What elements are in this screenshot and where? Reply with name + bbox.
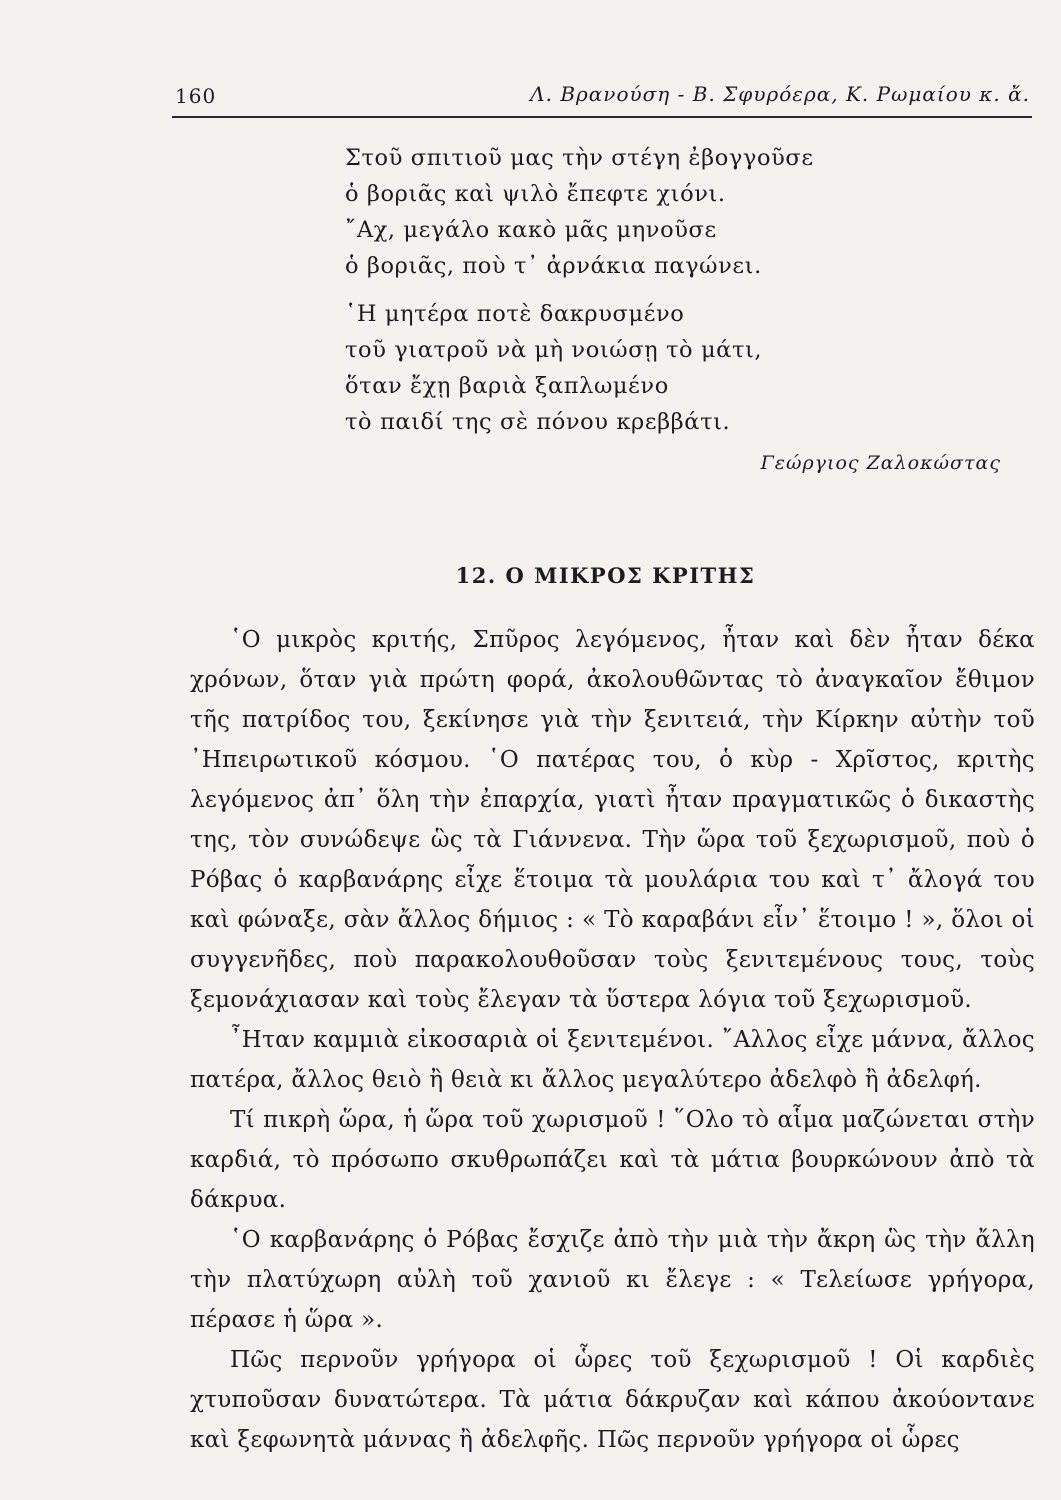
page-number: 160 bbox=[175, 84, 217, 108]
header-rule bbox=[172, 116, 1032, 118]
poem bbox=[345, 140, 965, 452]
section-title bbox=[0, 563, 1061, 588]
poem-stanza bbox=[345, 140, 965, 284]
paragraph: ῏Ηταν καμμιὰ εἰκοσαριὰ οἱ ξενιτεμένοι. ῎Αλλος εἶχε μάννα, ἄλλος πατέρα, ἄλλος θειὸ ἢ θειὰ κι ἄλλος μεγαλύτερο ἀδελφὸ ἢ ἀδελφή. bbox=[190, 1027, 1035, 1093]
poem-author: Γεώργιος Ζαλοκώστας bbox=[760, 452, 1001, 474]
paragraph: Πῶς περνοῦν γρήγορα οἱ ὧρες τοῦ ξεχωρισμοῦ ! Οἱ καρδιὲς χτυποῦσαν δυνατώτερα. Τὰ μάτια δάκρυζαν καὶ κάπου ἀκούοντανε καὶ ξεφωνητὰ μάννας ἢ ἀδελφῆς. Πῶς περνοῦν γρήγορα οἱ ὧρες bbox=[190, 1347, 1035, 1453]
poem-line: ῾Η μητέρα ποτὲ δακρυσμένο bbox=[345, 301, 685, 327]
poem-line: ὁ βοριᾶς, ποὺ τ᾿ ἀρνάκια παγώνει. bbox=[345, 253, 762, 279]
page-header bbox=[175, 72, 1030, 112]
poem-line: ῎Αχ, μεγάλο κακὸ μᾶς μηνοῦσε bbox=[345, 217, 717, 243]
section-title-text: 12. Ο ΜΙΚΡΟΣ ΚΡΙΤΗΣ bbox=[455, 563, 756, 588]
poem-stanza bbox=[345, 296, 965, 440]
running-head: Λ. Βρανούση - Β. Σφυρόερα, Κ. Ρωμαίου κ. ἄ. bbox=[530, 82, 1030, 106]
poem-line: τοῦ γιατροῦ νὰ μὴ νοιώσῃ τὸ μάτι, bbox=[345, 337, 763, 363]
poem-line: Στοῦ σπιτιοῦ μας τὴν στέγη ἐβογγοῦσε bbox=[345, 145, 814, 171]
body-text bbox=[190, 620, 1035, 1460]
poem-line: ὅταν ἔχῃ βαριὰ ξαπλωμένο bbox=[345, 373, 669, 399]
poem-line: ὁ βοριᾶς καὶ ψιλὸ ἔπεφτε χιόνι. bbox=[345, 181, 726, 207]
poem-line: τὸ παιδί της σὲ πόνου κρεββάτι. bbox=[345, 409, 731, 435]
paragraph: ῾Ο καρβανάρης ὁ Ρόβας ἔσχιζε ἀπὸ τὴν μιὰ τὴν ἄκρη ὣς τὴν ἄλλη τὴν πλατύχωρη αὐλὴ τοῦ χανιοῦ κι ἔλεγε : « Τελείωσε γρήγορα, πέρασε ἡ ὥρα ». bbox=[190, 1227, 1035, 1333]
paragraph: Τί πικρὴ ὥρα, ἡ ὥρα τοῦ χωρισμοῦ ! ῞Ολο τὸ αἷμα μαζώνεται στὴν καρδιά, τὸ πρόσωπο σκυθρωπάζει καὶ τὰ μάτια βουρκώνουν ἀπὸ τὰ δάκρυα. bbox=[190, 1107, 1035, 1213]
paragraph: ῾Ο μικρὸς κριτής, Σπῦρος λεγόμενος, ἦταν καὶ δὲν ἦταν δέκα χρόνων, ὅταν γιὰ πρώτη φορά, ἀκολουθῶντας τὸ ἀναγκαῖον ἔθιμον τῆς πατρίδος του, ξεκίνησε γιὰ τὴν ξενιτειά, τὴν Κίρκην αὐτὴν τοῦ ᾿Ηπειρωτικοῦ κόσμου. ῾Ο πατέρας του, ὁ κὺρ - Χρῖστος, κριτὴς λεγόμενος ἀπ᾿ ὅλη τὴν ἐπαρχία, γιατὶ ἦταν πραγματικῶς ὁ δικαστὴς της, τὸν συνώδεψε ὣς τὰ Γιάννενα. Τὴν ὥρα τοῦ ξεχωρισμοῦ, ποὺ ὁ Ρόβας ὁ καρβανάρης εἶχε ἕτοιμα τὰ μουλάρια του καὶ τ᾿ ἄλογά του καὶ φώναξε, σὰν ἄλλος δήμιος : « Τὸ καραβάνι εἶν᾿ ἕτοιμο ! », ὅλοι οἱ συγγενῆδες, ποὺ παρακολουθοῦσαν τοὺς ξενιτεμένους τους, τοὺς ξεμονάχιασαν καὶ τοὺς ἔλεγαν τὰ ὕστερα λόγια τοῦ ξεχωρισμοῦ. bbox=[190, 627, 1035, 1013]
